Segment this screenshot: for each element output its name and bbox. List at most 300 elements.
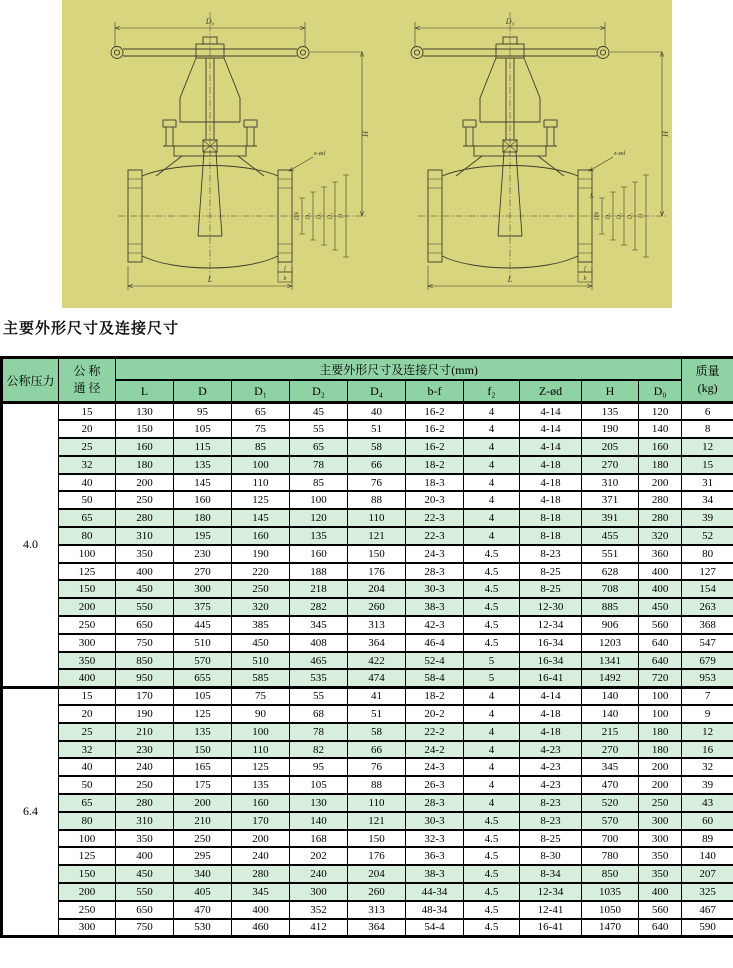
value-cell: 130 bbox=[290, 794, 348, 812]
value-cell: 4.5 bbox=[464, 580, 520, 598]
value-cell: 270 bbox=[582, 741, 639, 759]
header-dn bbox=[59, 358, 116, 403]
dn-cell: 80 bbox=[59, 812, 116, 830]
header-mass-line1: 质量 bbox=[695, 363, 720, 378]
value-cell: 52 bbox=[682, 527, 733, 545]
value-cell: 720 bbox=[639, 669, 682, 687]
value-cell: 4-23 bbox=[520, 758, 582, 776]
value-cell: 160 bbox=[639, 438, 682, 456]
value-cell: 375 bbox=[174, 598, 232, 616]
value-cell: 31 bbox=[682, 474, 733, 492]
value-cell: 66 bbox=[348, 741, 406, 759]
header-pressure: 公称压力 bbox=[2, 358, 59, 403]
value-cell: 467 bbox=[682, 901, 733, 919]
value-cell: 30-3 bbox=[406, 812, 464, 830]
value-cell: 176 bbox=[348, 847, 406, 865]
value-cell: 560 bbox=[639, 901, 682, 919]
value-cell: 105 bbox=[174, 687, 232, 705]
value-cell: 4 bbox=[464, 776, 520, 794]
value-cell: 180 bbox=[639, 741, 682, 759]
value-cell: 250 bbox=[232, 580, 290, 598]
value-cell: 165 bbox=[174, 758, 232, 776]
dn-cell: 150 bbox=[59, 865, 116, 883]
value-cell: 350 bbox=[116, 545, 174, 563]
header-col-bf: b-f bbox=[406, 380, 464, 403]
value-cell: 180 bbox=[639, 723, 682, 741]
value-cell: 400 bbox=[116, 847, 174, 865]
value-cell: 364 bbox=[348, 634, 406, 652]
value-cell: 190 bbox=[232, 545, 290, 563]
value-cell: 8-30 bbox=[520, 847, 582, 865]
value-cell: 4.5 bbox=[464, 616, 520, 634]
value-cell: 350 bbox=[639, 865, 682, 883]
value-cell: 8-25 bbox=[520, 830, 582, 848]
value-cell: 8-18 bbox=[520, 509, 582, 527]
value-cell: 32 bbox=[682, 758, 733, 776]
table-row bbox=[2, 491, 733, 509]
value-cell: 4-18 bbox=[520, 705, 582, 723]
value-cell: 54-4 bbox=[406, 919, 464, 937]
value-cell: 320 bbox=[639, 527, 682, 545]
value-cell: 9 bbox=[682, 705, 733, 723]
value-cell: 953 bbox=[682, 669, 733, 687]
value-cell: 100 bbox=[232, 723, 290, 741]
value-cell: 4-14 bbox=[520, 403, 582, 421]
value-cell: 470 bbox=[174, 901, 232, 919]
value-cell: 345 bbox=[232, 883, 290, 901]
value-cell: 550 bbox=[116, 883, 174, 901]
header-col-D4: D₄ bbox=[348, 380, 406, 403]
dim-label-d1: D₁ bbox=[627, 212, 634, 220]
value-cell: 4 bbox=[464, 741, 520, 759]
value-cell: 150 bbox=[348, 545, 406, 563]
value-cell: 650 bbox=[116, 901, 174, 919]
value-cell: 8 bbox=[682, 420, 733, 438]
header-dn-line1: 公 称 bbox=[73, 363, 101, 378]
value-cell: 85 bbox=[290, 474, 348, 492]
value-cell: 240 bbox=[290, 865, 348, 883]
value-cell: 204 bbox=[348, 865, 406, 883]
value-cell: 4-23 bbox=[520, 776, 582, 794]
value-cell: 300 bbox=[639, 812, 682, 830]
dim-label-d4: D₄ bbox=[305, 212, 312, 220]
value-cell: 210 bbox=[116, 723, 174, 741]
value-cell: 145 bbox=[174, 474, 232, 492]
table-row bbox=[2, 474, 733, 492]
value-cell: 76 bbox=[348, 474, 406, 492]
value-cell: 115 bbox=[174, 438, 232, 456]
value-cell: 58-4 bbox=[406, 669, 464, 687]
value-cell: 16-41 bbox=[520, 669, 582, 687]
value-cell: 105 bbox=[290, 776, 348, 794]
value-cell: 22-3 bbox=[406, 509, 464, 527]
dn-cell: 20 bbox=[59, 420, 116, 438]
value-cell: 470 bbox=[582, 776, 639, 794]
value-cell: 30-3 bbox=[406, 580, 464, 598]
value-cell: 640 bbox=[639, 634, 682, 652]
dn-cell: 250 bbox=[59, 616, 116, 634]
value-cell: 474 bbox=[348, 669, 406, 687]
header-col-L: L bbox=[116, 380, 174, 403]
value-cell: 176 bbox=[348, 563, 406, 581]
value-cell: 75 bbox=[232, 687, 290, 705]
value-cell: 400 bbox=[639, 563, 682, 581]
value-cell: 20-3 bbox=[406, 491, 464, 509]
value-cell: 455 bbox=[582, 527, 639, 545]
dim-label-d4: D₄ bbox=[605, 212, 612, 220]
valve-drawings-canvas bbox=[62, 0, 672, 300]
value-cell: 360 bbox=[639, 545, 682, 563]
drawing-panel bbox=[62, 0, 672, 308]
value-cell: 4 bbox=[464, 403, 520, 421]
value-cell: 66 bbox=[348, 456, 406, 474]
value-cell: 135 bbox=[232, 776, 290, 794]
value-cell: 202 bbox=[290, 847, 348, 865]
value-cell: 90 bbox=[232, 705, 290, 723]
value-cell: 4.5 bbox=[464, 812, 520, 830]
value-cell: 4-18 bbox=[520, 474, 582, 492]
value-cell: 16-2 bbox=[406, 438, 464, 456]
header-col-D0: D₀ bbox=[639, 380, 682, 403]
value-cell: 150 bbox=[174, 741, 232, 759]
value-cell: 44-34 bbox=[406, 883, 464, 901]
value-cell: 590 bbox=[682, 919, 733, 937]
table-row bbox=[2, 563, 733, 581]
value-cell: 280 bbox=[116, 794, 174, 812]
value-cell: 12-30 bbox=[520, 598, 582, 616]
value-cell: 140 bbox=[682, 847, 733, 865]
value-cell: 850 bbox=[582, 865, 639, 883]
value-cell: 200 bbox=[116, 474, 174, 492]
value-cell: 120 bbox=[639, 403, 682, 421]
header-col-D1: D₁ bbox=[232, 380, 290, 403]
value-cell: 4 bbox=[464, 420, 520, 438]
value-cell: 4 bbox=[464, 705, 520, 723]
value-cell: 135 bbox=[582, 403, 639, 421]
value-cell: 207 bbox=[682, 865, 733, 883]
value-cell: 270 bbox=[582, 456, 639, 474]
value-cell: 250 bbox=[116, 491, 174, 509]
value-cell: 8-23 bbox=[520, 794, 582, 812]
value-cell: 340 bbox=[174, 865, 232, 883]
dim-label-h: H bbox=[361, 131, 370, 137]
value-cell: 5 bbox=[464, 652, 520, 670]
value-cell: 34 bbox=[682, 491, 733, 509]
value-cell: 250 bbox=[116, 776, 174, 794]
value-cell: 52-4 bbox=[406, 652, 464, 670]
value-cell: 400 bbox=[639, 883, 682, 901]
value-cell: 352 bbox=[290, 901, 348, 919]
value-cell: 100 bbox=[232, 456, 290, 474]
value-cell: 405 bbox=[174, 883, 232, 901]
value-cell: 4-18 bbox=[520, 723, 582, 741]
value-cell: 18-2 bbox=[406, 456, 464, 474]
value-cell: 150 bbox=[348, 830, 406, 848]
value-cell: 12-34 bbox=[520, 883, 582, 901]
value-cell: 260 bbox=[348, 883, 406, 901]
table-row bbox=[2, 509, 733, 527]
table-header bbox=[2, 358, 733, 403]
table-row bbox=[2, 758, 733, 776]
dn-cell: 25 bbox=[59, 723, 116, 741]
value-cell: 28-3 bbox=[406, 563, 464, 581]
value-cell: 280 bbox=[639, 491, 682, 509]
dim-label-zod: z-ød bbox=[614, 150, 626, 157]
pressure-value: 4.0 bbox=[2, 403, 59, 688]
value-cell: 16-41 bbox=[520, 919, 582, 937]
value-cell: 68 bbox=[290, 705, 348, 723]
value-cell: 1203 bbox=[582, 634, 639, 652]
value-cell: 5 bbox=[464, 669, 520, 687]
value-cell: 80 bbox=[682, 545, 733, 563]
value-cell: 280 bbox=[639, 509, 682, 527]
value-cell: 300 bbox=[174, 580, 232, 598]
value-cell: 82 bbox=[290, 741, 348, 759]
value-cell: 391 bbox=[582, 509, 639, 527]
value-cell: 350 bbox=[116, 830, 174, 848]
value-cell: 7 bbox=[682, 687, 733, 705]
value-cell: 16-34 bbox=[520, 652, 582, 670]
dn-cell: 200 bbox=[59, 598, 116, 616]
value-cell: 530 bbox=[174, 919, 232, 937]
value-cell: 20-2 bbox=[406, 705, 464, 723]
value-cell: 75 bbox=[232, 420, 290, 438]
value-cell: 22-3 bbox=[406, 527, 464, 545]
value-cell: 100 bbox=[639, 687, 682, 705]
value-cell: 280 bbox=[116, 509, 174, 527]
value-cell: 180 bbox=[174, 509, 232, 527]
table-row bbox=[2, 580, 733, 598]
value-cell: 313 bbox=[348, 901, 406, 919]
dim-label-d: D bbox=[638, 213, 645, 219]
value-cell: 88 bbox=[348, 491, 406, 509]
value-cell: 270 bbox=[174, 563, 232, 581]
value-cell: 4.5 bbox=[464, 545, 520, 563]
value-cell: 125 bbox=[232, 758, 290, 776]
header-col-H: H bbox=[582, 380, 639, 403]
value-cell: 200 bbox=[639, 474, 682, 492]
value-cell: 450 bbox=[116, 580, 174, 598]
value-cell: 195 bbox=[174, 527, 232, 545]
dn-cell: 65 bbox=[59, 794, 116, 812]
value-cell: 8-34 bbox=[520, 865, 582, 883]
value-cell: 4 bbox=[464, 723, 520, 741]
dim-label-d2: D₂ bbox=[316, 212, 323, 220]
value-cell: 4.5 bbox=[464, 919, 520, 937]
value-cell: 76 bbox=[348, 758, 406, 776]
value-cell: 88 bbox=[348, 776, 406, 794]
value-cell: 4-14 bbox=[520, 687, 582, 705]
value-cell: 110 bbox=[348, 794, 406, 812]
dn-cell: 125 bbox=[59, 847, 116, 865]
value-cell: 4 bbox=[464, 491, 520, 509]
value-cell: 200 bbox=[639, 758, 682, 776]
value-cell: 310 bbox=[582, 474, 639, 492]
value-cell: 8-18 bbox=[520, 527, 582, 545]
value-cell: 16-34 bbox=[520, 634, 582, 652]
value-cell: 8-23 bbox=[520, 812, 582, 830]
value-cell: 280 bbox=[232, 865, 290, 883]
value-cell: 12-34 bbox=[520, 616, 582, 634]
header-col-D2: D₂ bbox=[290, 380, 348, 403]
value-cell: 125 bbox=[232, 491, 290, 509]
dn-cell: 300 bbox=[59, 919, 116, 937]
value-cell: 4.5 bbox=[464, 865, 520, 883]
value-cell: 650 bbox=[116, 616, 174, 634]
value-cell: 24-3 bbox=[406, 758, 464, 776]
value-cell: 400 bbox=[639, 580, 682, 598]
value-cell: 125 bbox=[174, 705, 232, 723]
table-row bbox=[2, 705, 733, 723]
dim-label-d: D bbox=[338, 213, 345, 219]
value-cell: 547 bbox=[682, 634, 733, 652]
value-cell: 145 bbox=[232, 509, 290, 527]
value-cell: 4 bbox=[464, 758, 520, 776]
dim-label-d2: D₂ bbox=[616, 212, 623, 220]
value-cell: 750 bbox=[116, 919, 174, 937]
value-cell: 535 bbox=[290, 669, 348, 687]
value-cell: 127 bbox=[682, 563, 733, 581]
value-cell: 12 bbox=[682, 723, 733, 741]
value-cell: 1470 bbox=[582, 919, 639, 937]
dim-label-b: b bbox=[283, 276, 287, 282]
table-row bbox=[2, 420, 733, 438]
value-cell: 570 bbox=[582, 812, 639, 830]
value-cell: 160 bbox=[232, 527, 290, 545]
table-row bbox=[2, 794, 733, 812]
value-cell: 325 bbox=[682, 883, 733, 901]
dn-cell: 50 bbox=[59, 776, 116, 794]
table-row bbox=[2, 652, 733, 670]
dn-cell: 80 bbox=[59, 527, 116, 545]
value-cell: 180 bbox=[639, 456, 682, 474]
value-cell: 100 bbox=[639, 705, 682, 723]
value-cell: 400 bbox=[116, 563, 174, 581]
dim-label-f: f bbox=[284, 266, 286, 272]
valve-drawing-1 bbox=[111, 12, 370, 290]
value-cell: 8-25 bbox=[520, 580, 582, 598]
value-cell: 51 bbox=[348, 420, 406, 438]
value-cell: 41 bbox=[348, 687, 406, 705]
value-cell: 22-2 bbox=[406, 723, 464, 741]
value-cell: 4.5 bbox=[464, 830, 520, 848]
dn-cell: 20 bbox=[59, 705, 116, 723]
value-cell: 160 bbox=[116, 438, 174, 456]
value-cell: 38-3 bbox=[406, 598, 464, 616]
value-cell: 4 bbox=[464, 438, 520, 456]
value-cell: 40 bbox=[348, 403, 406, 421]
value-cell: 1050 bbox=[582, 901, 639, 919]
value-cell: 885 bbox=[582, 598, 639, 616]
value-cell: 4.5 bbox=[464, 883, 520, 901]
value-cell: 120 bbox=[290, 509, 348, 527]
value-cell: 58 bbox=[348, 438, 406, 456]
value-cell: 412 bbox=[290, 919, 348, 937]
value-cell: 240 bbox=[232, 847, 290, 865]
value-cell: 135 bbox=[174, 723, 232, 741]
value-cell: 135 bbox=[290, 527, 348, 545]
table-row bbox=[2, 616, 733, 634]
value-cell: 78 bbox=[290, 456, 348, 474]
dn-cell: 150 bbox=[59, 580, 116, 598]
dim-label-f2: f₂ bbox=[590, 193, 594, 199]
value-cell: 55 bbox=[290, 687, 348, 705]
table-row bbox=[2, 812, 733, 830]
value-cell: 850 bbox=[116, 652, 174, 670]
value-cell: 95 bbox=[174, 403, 232, 421]
header-mass bbox=[682, 358, 733, 403]
value-cell: 4 bbox=[464, 687, 520, 705]
value-cell: 300 bbox=[290, 883, 348, 901]
dn-cell: 100 bbox=[59, 830, 116, 848]
table-row bbox=[2, 741, 733, 759]
value-cell: 12-41 bbox=[520, 901, 582, 919]
value-cell: 310 bbox=[116, 812, 174, 830]
table-row bbox=[2, 723, 733, 741]
value-cell: 6 bbox=[682, 403, 733, 421]
value-cell: 400 bbox=[232, 901, 290, 919]
dim-label-dn: DN bbox=[594, 211, 601, 221]
value-cell: 150 bbox=[116, 420, 174, 438]
value-cell: 450 bbox=[639, 598, 682, 616]
pressure-value: 6.4 bbox=[2, 687, 59, 936]
value-cell: 140 bbox=[582, 705, 639, 723]
value-cell: 445 bbox=[174, 616, 232, 634]
value-cell: 36-3 bbox=[406, 847, 464, 865]
value-cell: 560 bbox=[639, 616, 682, 634]
dim-label-zod: z-ød bbox=[314, 150, 326, 157]
value-cell: 450 bbox=[116, 865, 174, 883]
value-cell: 4.5 bbox=[464, 901, 520, 919]
header-col-f2: f₂ bbox=[464, 380, 520, 403]
dimensions-table bbox=[0, 356, 733, 938]
value-cell: 89 bbox=[682, 830, 733, 848]
value-cell: 520 bbox=[582, 794, 639, 812]
section-title: 主要外形尺寸及连接尺寸 bbox=[3, 320, 180, 337]
dn-cell: 65 bbox=[59, 509, 116, 527]
value-cell: 295 bbox=[174, 847, 232, 865]
value-cell: 550 bbox=[116, 598, 174, 616]
table-row bbox=[2, 545, 733, 563]
value-cell: 250 bbox=[174, 830, 232, 848]
value-cell: 4-18 bbox=[520, 491, 582, 509]
value-cell: 4-14 bbox=[520, 438, 582, 456]
value-cell: 190 bbox=[582, 420, 639, 438]
value-cell: 4 bbox=[464, 474, 520, 492]
value-cell: 218 bbox=[290, 580, 348, 598]
value-cell: 4 bbox=[464, 509, 520, 527]
value-cell: 16 bbox=[682, 741, 733, 759]
dn-cell: 350 bbox=[59, 652, 116, 670]
value-cell: 110 bbox=[232, 741, 290, 759]
value-cell: 38-3 bbox=[406, 865, 464, 883]
value-cell: 350 bbox=[639, 847, 682, 865]
dn-cell: 40 bbox=[59, 758, 116, 776]
dn-cell: 32 bbox=[59, 456, 116, 474]
dim-label-h: H bbox=[661, 131, 670, 137]
value-cell: 422 bbox=[348, 652, 406, 670]
value-cell: 408 bbox=[290, 634, 348, 652]
value-cell: 240 bbox=[116, 758, 174, 776]
value-cell: 640 bbox=[639, 652, 682, 670]
table-row bbox=[2, 776, 733, 794]
dn-cell: 40 bbox=[59, 474, 116, 492]
dn-cell: 100 bbox=[59, 545, 116, 563]
value-cell: 585 bbox=[232, 669, 290, 687]
value-cell: 4.5 bbox=[464, 598, 520, 616]
table-row bbox=[2, 669, 733, 687]
value-cell: 220 bbox=[232, 563, 290, 581]
